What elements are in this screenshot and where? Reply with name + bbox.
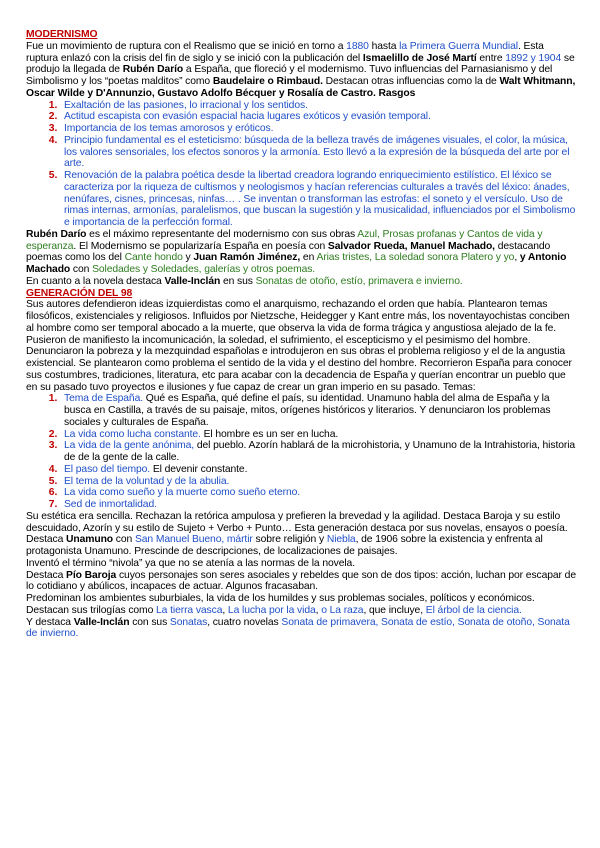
dario-works: Azul, Prosas profanas y Cantos de vida y esperanza xyxy=(26,228,543,252)
style-paragraph: Su estética era sencilla. Rechazan la retórica ampulosa y prefieren la brevedad y la agilidad. Destaca Baroja y su estilo descuidado, Azorín y su estilo de Sujeto + Verbo + Punto… Esta generación destaca por sus novelas, ensayos o poesía. xyxy=(26,510,568,534)
nivola-paragraph: Inventó el término “nivola” ya que no se atenía a las normas de la novela. xyxy=(26,557,355,569)
valle-inclan-name: Valle-Inclán xyxy=(73,616,130,628)
unamuno-paragraph: Destaca Unamuno con San Manuel Bueno, mártir sobre religión y Niebla, de 1906 sobre la existencia y enfrenta al protagonista Unamuno. Prescinde de descripciones, de localizaciones de paisajes. xyxy=(26,534,543,557)
years-1892-1904: 1892 y 1904 xyxy=(505,52,562,64)
dario-paragraph: Rubén Darío es el máximo representante del modernismo con sus obras Azul, Prosas profanas y Cantos de vida y esperanza. El Modernismo se popularizaría España en poesía con Salvador Rueda, Manuel Machado, destacando poemas como los del Cante hondo y Juan Ramón Jiménez, en Arias tristes, La soledad sonora Platero y yo, y Antonio Machado con Soledades y Soledades, galerías y otros poemas. xyxy=(26,228,567,275)
niebla: Niebla xyxy=(326,534,356,546)
influences-list: Walt Whitmann, Oscar Wilde y D'Annunzio, Gustavo Adolfo Bécquer y Rosalía de Castro. Rasgos xyxy=(26,76,576,99)
baroja-paragraph: Destaca Pío Baroja cuyos personajes son seres asociales y rebeldes que son de dos tipos: acción, luchan por escapar de lo cotidiano y abúlicos, incapaces de actuar. Algunos fracasaban. xyxy=(26,569,576,593)
document-page xyxy=(26,29,576,640)
trait-item: 4. Principio fundamental es el esteticismo: búsqueda de la belleza través de imágenes visuales, el color, la música, los valores sensoriales, los efectos sonoros y la armonía. Esto llevó a la expresión de la búsqueda del arte por el arte. xyxy=(60,135,576,170)
cante-hondo: Cante hondo xyxy=(124,252,183,264)
trait-item: 3. Importancia de los temas amorosos y eróticos. xyxy=(60,123,576,135)
baudelaire-rimbaud: Baudelaire o Rimbaud. xyxy=(212,76,323,87)
ruben-dario-bold: Rubén Darío xyxy=(26,228,87,240)
trait-item: 5. Renovación de la palabra poética desde la libertad creadora logrando enriquecimiento estilístico. El léxico se caracteriza por la riqueza de cultismos y neologismos y hacían referencias culturales a través del léxico: ánades, nenúfares, cisnes, princesas, ninfas… . Se inventan o transforman las estrofas: el soneto y el versículo. Uso de rimas internas, armonías, paralelismos, que buscan la sugestión y la musicalidad, influenciados por el Simbolismo e importancia de la perfección formal. xyxy=(60,170,576,229)
generacion-heading: GENERACIÓN DEL 98 xyxy=(26,287,133,299)
valle-paragraph: Y destaca Valle-Inclán con sus Sonatas, cuatro novelas Sonata de primavera, Sonata de estío, Sonata de otoño, Sonata de invierno. xyxy=(26,616,570,640)
generacion-themes-list xyxy=(26,393,576,511)
modernismo-traits-list xyxy=(26,100,576,229)
novel-paragraph: En cuanto a la novela destaca Valle-Inclán en sus Sonatas de otoño, estío, primavera e invierno. xyxy=(26,275,463,287)
el-arbol-de-la-ciencia: El árbol de la ciencia. xyxy=(425,604,522,616)
theme-item: 4. El paso del tiempo. El devenir constante. xyxy=(60,464,576,476)
valle-inclan-bold: Valle-Inclán xyxy=(164,275,221,287)
theme-item: 5. El tema de la voluntad y de la abulia. xyxy=(60,476,576,488)
generacion-intro: Sus autores defendieron ideas izquierdistas como el anarquismo, rechazando el orden que había. Plantearon temas filosóficos, existenciales y religiosos. Influidos por Nietzsche, Heidegger y Kant entre más, los noventayochistas conciben al hombre como ser temporal abocado a la muerte, que observa la vida de forma trágica y angustiosa alejado de la fe. Pusieron de manifiesto la incomunicación, la soledad, el sufrimiento, el escepticismo y el pesimismo del hombre. Denunciaron la pobreza y la mezquindad españolas e introdujeron en sus obras el problema religioso y el de la angustia existencial. Se plantearon como problema el sentido de la vida y el destino del hombre. Recorrieron España para conocer sus costumbres, tradiciones, literatura, etc para acabar con la decadencia de España y querían encontrar un pueblo que en su pasado tuvo proyectos e ilusiones y fue capaz de crear un gran imperio en su pasado. Temas: xyxy=(26,299,572,393)
modernismo-heading: MODERNISMO xyxy=(26,29,98,40)
theme-item: 7. Sed de inmortalidad. xyxy=(60,499,576,511)
machado-works: Soledades y Soledades, galerías y otros poemas. xyxy=(92,264,316,275)
trait-item: 2. Actitud escapista con evasión espacial hacia lugares exóticos y evasión temporal. xyxy=(60,111,576,123)
la-lucha-por-la-vida: La lucha por la vida xyxy=(227,604,316,616)
modernismo-intro: Fue un movimiento de ruptura con el Realismo que se inició en torno a 1880 hasta la Primera Guerra Mundial. Esta ruptura enlazó con la crisis del fin de siglo y se inició con la publicación del Ismaelillo de José Martí entre 1892 y 1904 se produjo la llegada de Rubén Darío a España, que floreció y el modernismo. Tuvo influencias del Parnasianismo y del Simbolismo y los “poetas malditos” como Baudelaire o Rimbaud. Destacan otras influencias como la de Walt Whitmann, Oscar Wilde y D'Annunzio, Gustavo Adolfo Bécquer y Rosalía de Castro. Rasgos xyxy=(26,40,576,99)
theme-item: 6. La vida como sueño y la muerte como sueño eterno. xyxy=(60,487,576,499)
sonatas-list: Sonata de primavera, Sonata de estío, Sonata de otoño, Sonata de invierno. xyxy=(26,616,570,640)
ambientes-paragraph: Predominan los ambientes suburbiales, la vida de los humildes y sus problemas sociales, políticos y económicos. Destacan sus trilogías como La tierra vasca, La lucha por la vida, o La raza, que incluye, El árbol de la ciencia. xyxy=(26,593,535,616)
ismaelillo-title: Ismaelillo de José Martí xyxy=(362,52,477,64)
sonatas-title: Sonatas xyxy=(169,616,208,628)
first-world-war: la Primera Guerra Mundial xyxy=(399,40,518,52)
juan-ramon-jimenez: Juan Ramón Jiménez, xyxy=(193,252,301,264)
la-raza: o La raza xyxy=(321,604,364,616)
theme-item: 3. La vida de la gente anónima, del pueblo. Azorín hablará de la microhistoria, y Unamuno de la Intrahistoria, historia de de la gente de la calle. xyxy=(60,440,576,464)
unamuno-bold: Unamuno xyxy=(66,534,114,546)
san-manuel-bueno: San Manuel Bueno, mártir xyxy=(134,534,253,546)
jrj-works: Arias tristes, La soledad sonora Platero y yo xyxy=(316,252,515,264)
ruben-dario-name: Rubén Darío xyxy=(122,64,184,76)
theme-item: 2. La vida como lucha constante. El hombre es un ser en lucha. xyxy=(60,429,576,441)
pio-baroja-bold: Pío Baroja xyxy=(66,569,117,581)
sonatas-works: Sonatas de otoño, estío, primavera e invierno. xyxy=(255,275,463,287)
theme-item: 1. Tema de España. Qué es España, qué define el país, su identidad. Unamuno habla del alma de España y la busca en Castilla, a través de su paisaje, mitos, orígenes históricos y literarios. Y denunciaron los problemas sociales y culturales de España. xyxy=(60,393,576,428)
year-1880: 1880 xyxy=(346,40,369,52)
trait-item: 1. Exaltación de las pasiones, lo irracional y los sentidos. xyxy=(60,100,576,112)
rueda-machado: Salvador Rueda, Manuel Machado, xyxy=(327,240,495,252)
antonio-machado: y Antonio Machado xyxy=(26,252,567,275)
la-tierra-vasca: La tierra vasca xyxy=(156,604,223,616)
